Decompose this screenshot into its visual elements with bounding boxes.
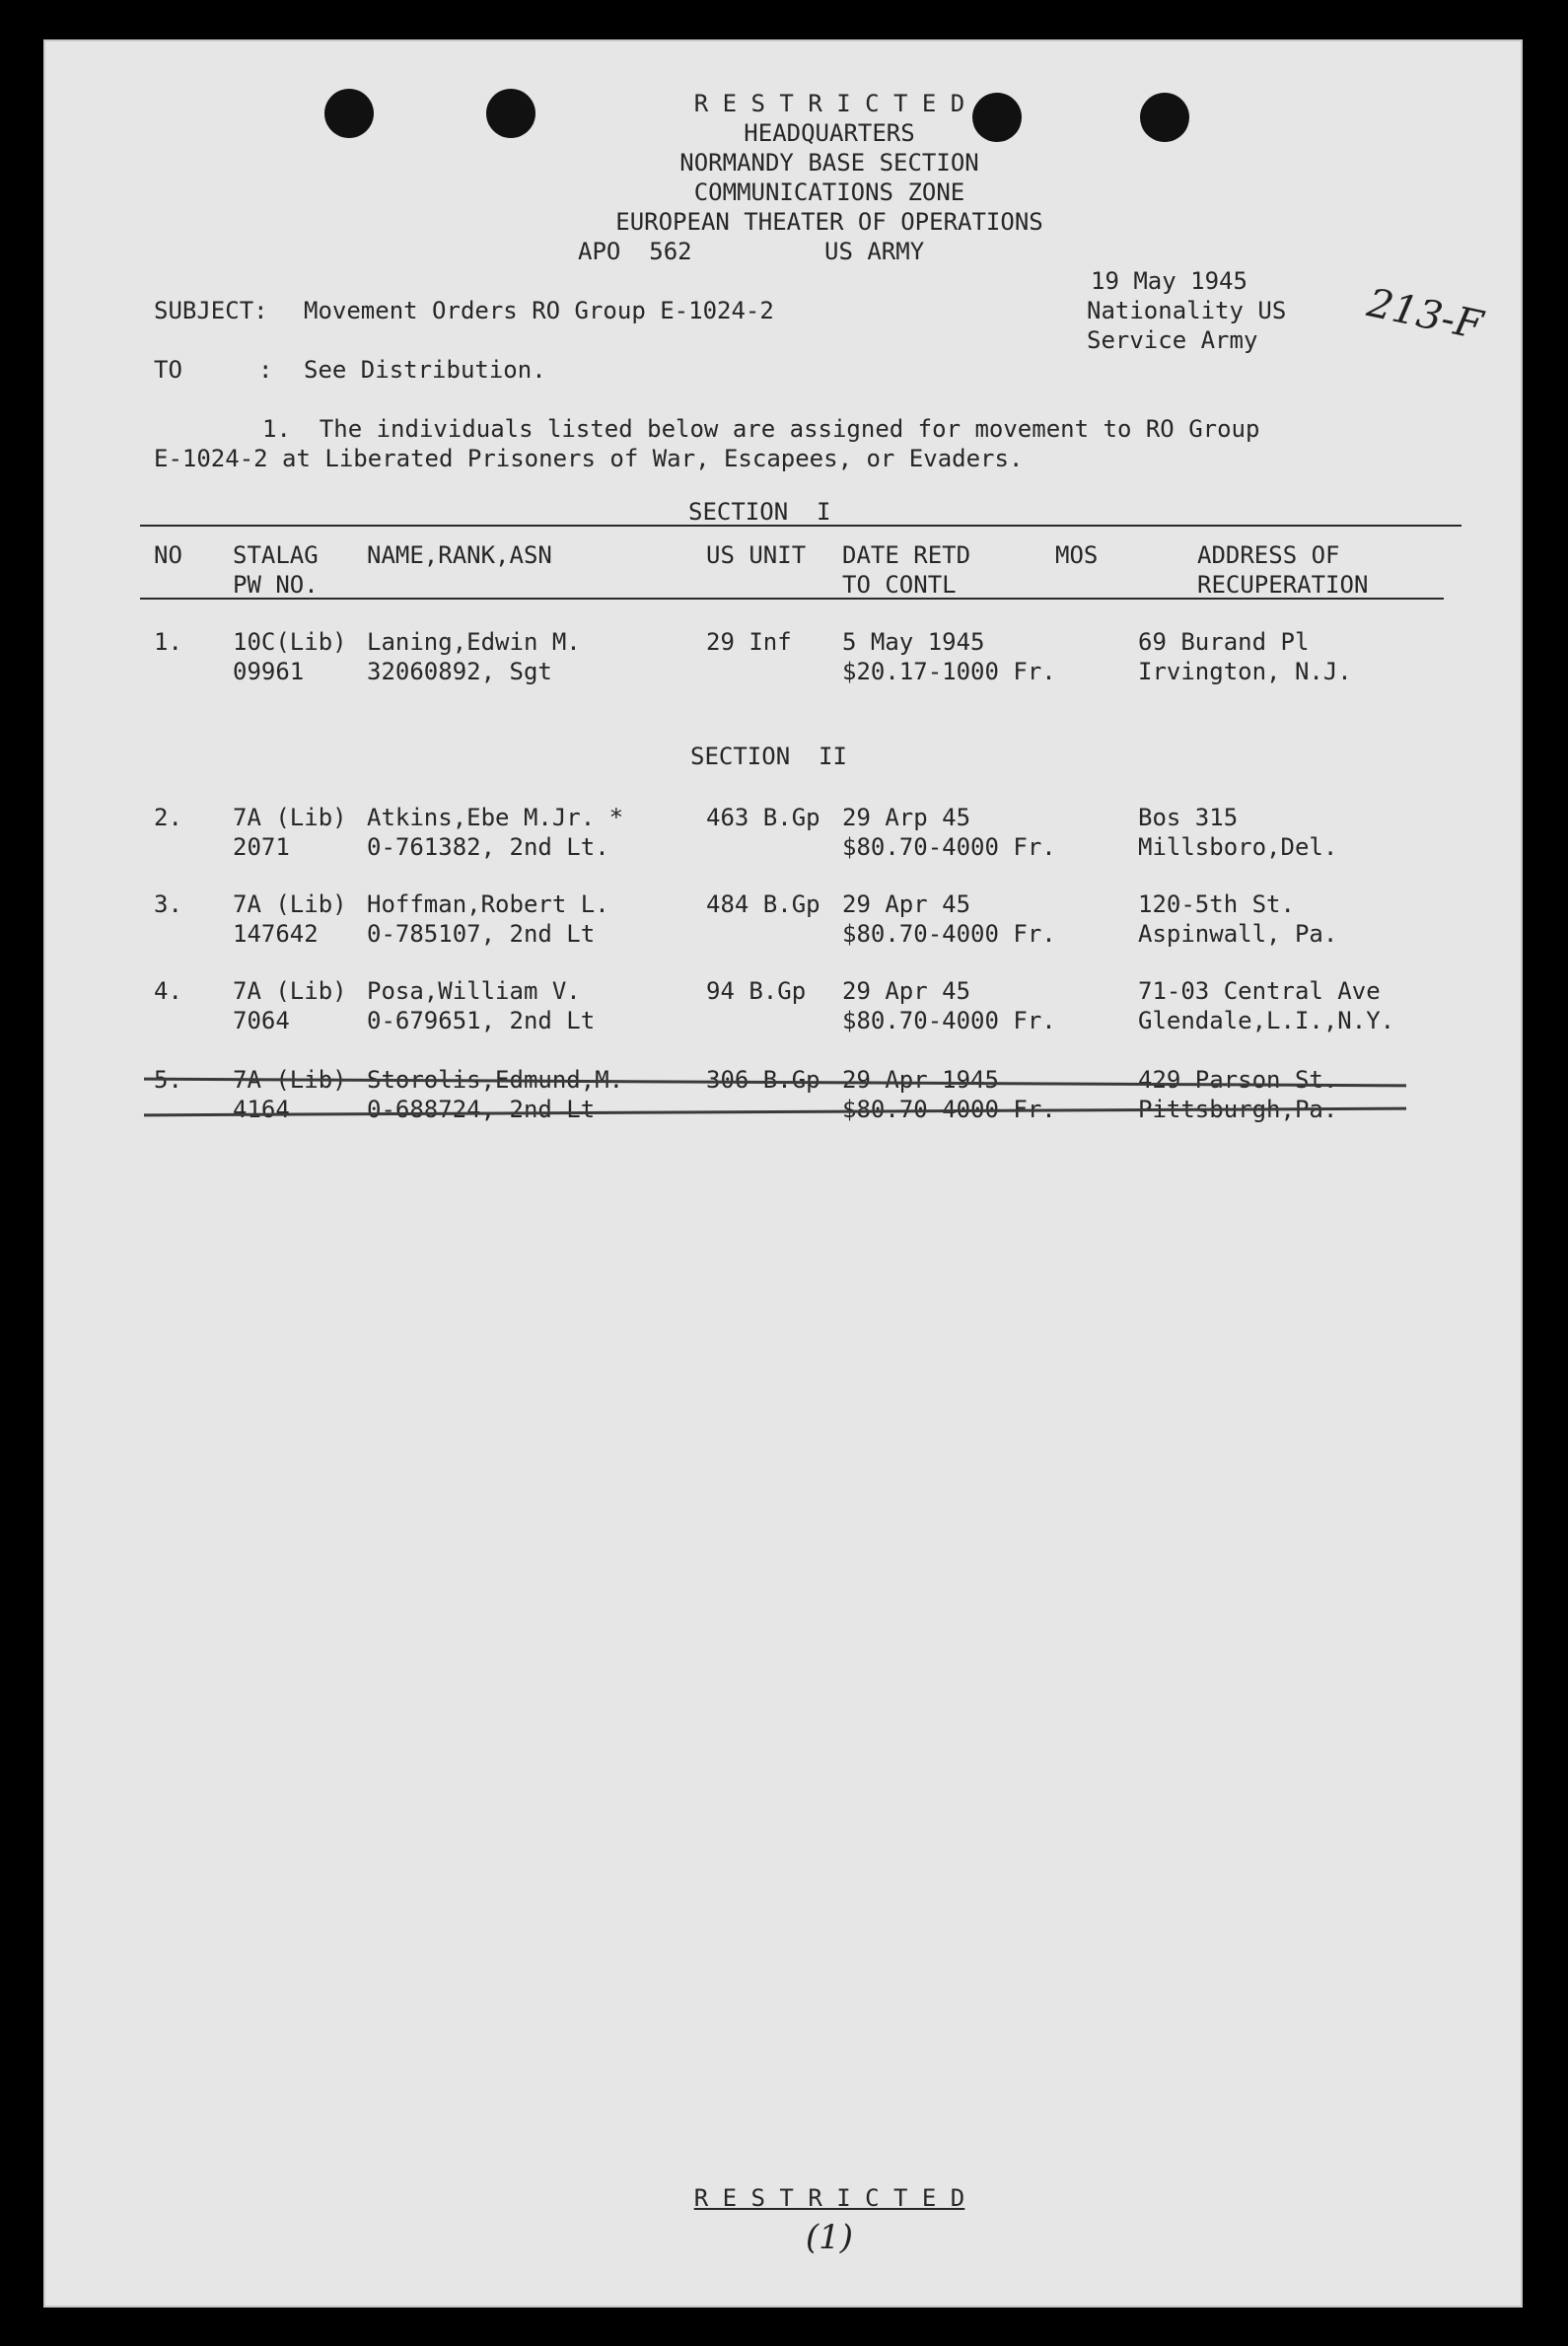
row-pw-no: 09961: [233, 658, 305, 685]
row-pw-no: 2071: [233, 833, 290, 861]
row-no: 2.: [154, 804, 182, 831]
row-stalag: 7A (Lib): [233, 977, 347, 1005]
to-text: See Distribution.: [304, 356, 546, 384]
row-pay: $80.70-4000 Fr.: [842, 920, 1056, 948]
row-address-2: Pittsburgh,Pa.: [1138, 1096, 1338, 1123]
row-name: Hoffman,Robert L.: [367, 890, 609, 918]
header-apo: APO 562: [578, 238, 692, 265]
row-pw-no: 7064: [233, 1007, 290, 1034]
row-date: 29 Arp 45: [842, 804, 971, 831]
subject-text: Movement Orders RO Group E-1024-2: [304, 297, 774, 324]
col-no: NO: [154, 541, 182, 569]
row-address-2: Millsboro,Del.: [1138, 833, 1338, 861]
header-headquarters: HEADQUARTERS: [744, 119, 915, 147]
row-pay: $80.70-4000 Fr.: [842, 833, 1056, 861]
row-date: 5 May 1945: [842, 628, 985, 656]
section-2-title: SECTION II: [690, 743, 847, 770]
page-number: (1): [805, 2218, 854, 2257]
col-mos: MOS: [1055, 541, 1099, 569]
row-unit: 306 B.Gp: [706, 1066, 820, 1094]
header-army: US ARMY: [824, 238, 925, 265]
row-pw-no: 4164: [233, 1096, 290, 1123]
row-asn: 0-761382, 2nd Lt.: [367, 833, 609, 861]
col-contl: TO CONTL: [842, 571, 957, 599]
to-colon: :: [258, 356, 273, 384]
to-label: TO: [154, 356, 182, 384]
col-recuperation: RECUPERATION: [1197, 571, 1369, 599]
row-stalag: 7A (Lib): [233, 804, 347, 831]
paragraph-line-2: E-1024-2 at Liberated Prisoners of War, Escapees, or Evaders.: [154, 445, 1024, 472]
row-name: Laning,Edwin M.: [367, 628, 581, 656]
col-stalag: STALAG: [233, 541, 319, 569]
row-asn: 0-688724, 2nd Lt: [367, 1096, 596, 1123]
header-classification: R E S T R I C T E D: [693, 90, 965, 117]
nationality: Nationality US: [1087, 297, 1287, 324]
table-top-rule: [140, 525, 1461, 527]
handwritten-number: 213-F: [1363, 280, 1487, 349]
header-bottom-rule: [140, 598, 1444, 600]
row-address-1: Bos 315: [1138, 804, 1239, 831]
row-name: Posa,William V.: [367, 977, 581, 1005]
row-no: 1.: [154, 628, 182, 656]
row-asn: 0-679651, 2nd Lt: [367, 1007, 596, 1034]
row-asn: 32060892, Sgt: [367, 658, 552, 685]
row-pay: $80.70-4000 Fr.: [842, 1007, 1056, 1034]
row-asn: 0-785107, 2nd Lt: [367, 920, 596, 948]
header-theater: EUROPEAN THEATER OF OPERATIONS: [615, 208, 1043, 236]
row-date: 29 Apr 45: [842, 977, 971, 1005]
col-name: NAME,RANK,ASN: [367, 541, 552, 569]
row-address-1: 120-5th St.: [1138, 890, 1295, 918]
row-stalag: 7A (Lib): [233, 890, 347, 918]
row-unit: 463 B.Gp: [706, 804, 820, 831]
row-address-1: 71-03 Central Ave: [1138, 977, 1381, 1005]
row-stalag: 7A (Lib): [233, 1066, 347, 1094]
row-no: 4.: [154, 977, 182, 1005]
row-date: 29 Apr 1945: [842, 1066, 999, 1094]
row-stalag: 10C(Lib): [233, 628, 347, 656]
row-address-1: 429 Parson St.: [1138, 1066, 1338, 1094]
header-section: NORMANDY BASE SECTION: [679, 149, 979, 177]
row-no: 3.: [154, 890, 182, 918]
document-date: 19 May 1945: [1091, 267, 1247, 295]
document-page: [43, 39, 1523, 2308]
row-name: Atkins,Ebe M.Jr. *: [367, 804, 624, 831]
row-date: 29 Apr 45: [842, 890, 971, 918]
col-date: DATE RETD: [842, 541, 971, 569]
header-zone: COMMUNICATIONS ZONE: [693, 178, 965, 206]
section-1-title: SECTION I: [688, 498, 831, 526]
row-unit: 29 Inf: [706, 628, 792, 656]
row-address-2: Irvington, N.J.: [1138, 658, 1352, 685]
row-no: 5.: [154, 1066, 182, 1094]
service: Service Army: [1087, 326, 1258, 354]
col-unit: US UNIT: [706, 541, 807, 569]
subject-label: SUBJECT:: [154, 297, 268, 324]
row-pay: $80.70-4000 Fr.: [842, 1096, 1056, 1123]
row-unit: 484 B.Gp: [706, 890, 820, 918]
row-address-2: Glendale,L.I.,N.Y.: [1138, 1007, 1395, 1034]
row-address-1: 69 Burand Pl: [1138, 628, 1310, 656]
row-pay: $20.17-1000 Fr.: [842, 658, 1056, 685]
row-address-2: Aspinwall, Pa.: [1138, 920, 1338, 948]
row-unit: 94 B.Gp: [706, 977, 807, 1005]
punch-hole: [324, 89, 374, 138]
col-pw-no: PW NO.: [233, 571, 319, 599]
row-pw-no: 147642: [233, 920, 319, 948]
footer-classification: R E S T R I C T E D: [693, 2184, 965, 2212]
paragraph-line-1: 1. The individuals listed below are assigned for movement to RO Group: [262, 415, 1260, 443]
row-name: Storolis,Edmund,M.: [367, 1066, 624, 1094]
col-address: ADDRESS OF: [1197, 541, 1340, 569]
